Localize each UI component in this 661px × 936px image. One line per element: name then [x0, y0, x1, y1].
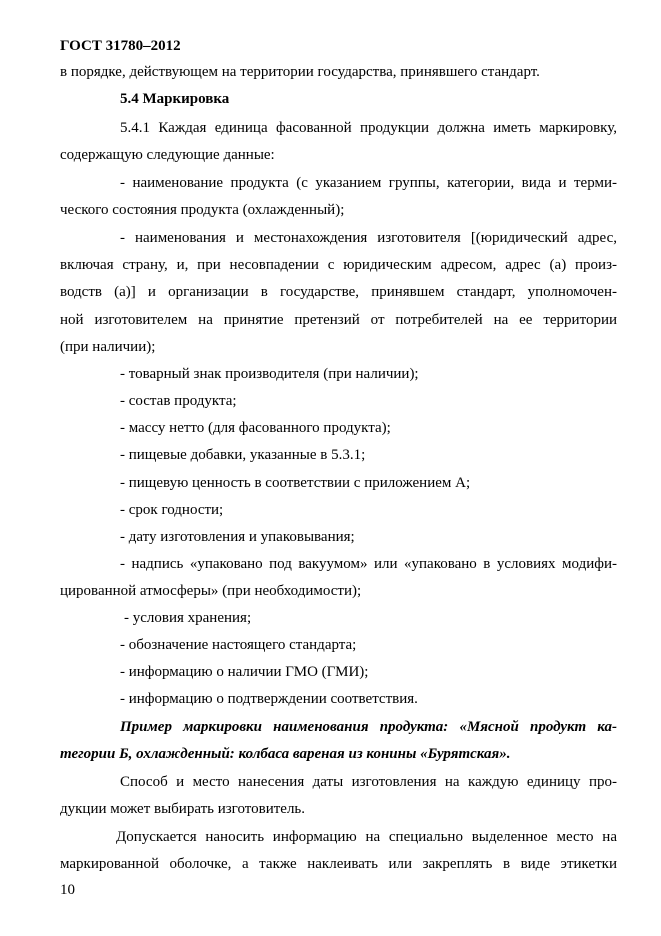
text-line: дукции может выбирать изготовитель. [60, 801, 306, 817]
list-item: - наименования и местонахождения изготовителя [(юридический адрес, [120, 230, 617, 246]
text-line: содержащую следующие данные: [60, 147, 275, 163]
text-line: (при наличии); [60, 339, 156, 355]
list-item: - товарный знак производителя (при наличии); [120, 366, 419, 382]
text-line: включая страну, и, при несовпадении с юридическим адресом, адрес (а) произ- [60, 257, 617, 273]
list-item: - надпись «упаковано под вакуумом» или «упаковано в условиях модифи- [120, 556, 617, 572]
list-item: - срок годности; [120, 502, 224, 518]
text-line: Способ и место нанесения даты изготовления на каждую единицу про- [120, 774, 617, 790]
example-text: Пример маркировки наименования продукта: «Мясной продукт ка- [120, 719, 617, 735]
text-line: Допускается наносить информацию на специально выделенное место на [116, 829, 617, 845]
text-line: водств (а)] и организации в государстве, принявшем стандарт, уполномочен- [60, 284, 617, 300]
list-item: - информацию о подтверждении соответствия. [120, 691, 418, 707]
list-item: - состав продукта; [120, 393, 237, 409]
text-line: цированной атмосферы» (при необходимости); [60, 583, 362, 599]
list-item: - обозначение настоящего стандарта; [120, 637, 357, 653]
text-line: ной изготовителем на принятие претензий от потребителей на ее территории [60, 312, 617, 328]
list-item: - массу нетто (для фасованного продукта); [120, 420, 391, 436]
list-item: - информацию о наличии ГМО (ГМИ); [120, 664, 369, 680]
list-item: - пищевые добавки, указанные в 5.3.1; [120, 447, 366, 463]
list-item: - пищевую ценность в соответствии с приложением А; [120, 475, 471, 491]
document-header: ГОСТ 31780–2012 [60, 38, 181, 54]
text-line: маркированной оболочке, а также наклеивать или закреплять в виде этикетки [60, 856, 617, 872]
text-line: в порядке, действующем на территории государства, принявшего стандарт. [60, 64, 540, 80]
example-text: тегории Б, охлажденный: колбаса вареная из конины «Бурятская». [60, 746, 511, 762]
text-line: 5.4.1 Каждая единица фасованной продукции должна иметь маркировку, [120, 120, 617, 136]
section-heading: 5.4 Маркировка [120, 91, 230, 107]
list-item: - условия хранения; [124, 610, 252, 626]
list-item: - дату изготовления и упаковывания; [120, 529, 355, 545]
text-line: ческого состояния продукта (охлажденный); [60, 202, 345, 218]
page-number: 10 [60, 882, 75, 898]
list-item: - наименование продукта (с указанием группы, категории, вида и терми- [120, 175, 617, 191]
